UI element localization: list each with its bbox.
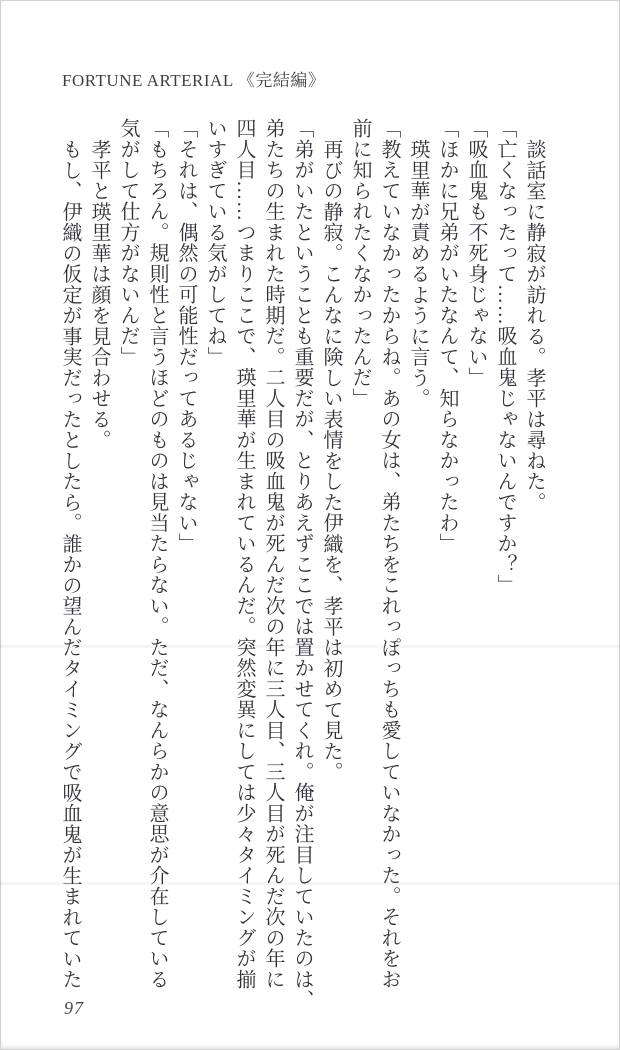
text-column: 「教えていなかったからね。あの女は、弟たちをこれっぽっちも愛していなかった。それをお	[378, 118, 400, 990]
text-column: 瑛里華が責めるように言う。	[407, 139, 429, 409]
text-column: いすぎている気がしてね」	[204, 118, 226, 367]
text-column: 孝平と瑛里華は顔を見合わせる。	[88, 139, 110, 451]
page-number: 97	[64, 998, 84, 1018]
text-column: 「もちろん。規則性と言うほどのものは見当たらない。ただ、なんらかの意思が介在している	[146, 118, 168, 990]
text-column: 談話室に静寂が訪れる。孝平は尋ねた。	[523, 139, 545, 513]
text-column: 「吸血鬼も不死身じゃない」	[465, 118, 487, 388]
text-column: 「弟がいたということも重要だが、とりあえずここでは置かせてくれ。俺が注目していたのは、	[291, 118, 313, 1011]
text-column: 弟たちの生まれた時期だ。二人目の吸血鬼が死んだ次の年に三人目、三人目が死んだ次の年に	[262, 118, 284, 990]
text-column: 気がして仕方がないんだ」	[117, 118, 139, 367]
text-column: 「それは、偶然の可能性だってあるじゃない」	[175, 118, 197, 554]
text-column: 再びの静寂。こんなに険しい表情をした伊織を、孝平は初めて見た。	[320, 139, 342, 783]
text-column: もし、伊織の仮定が事実だったとしたら。誰かの望んだタイミングで吸血鬼が生まれていた	[59, 139, 81, 990]
text-column: 前に知られたくなかったんだ」	[349, 118, 371, 409]
text-column: 「ほかに兄弟がいたなんて、知らなかったわ」	[436, 118, 458, 554]
text-column: 四人目……つまりここで、瑛里華が生まれているんだ。突然変異にしては少々タイミングが揃	[233, 118, 255, 990]
text-column: 「亡くなったって……吸血鬼じゃないんですか？」	[494, 118, 516, 596]
running-header: FORTUNE ARTERIAL 《完結編》	[62, 71, 326, 90]
